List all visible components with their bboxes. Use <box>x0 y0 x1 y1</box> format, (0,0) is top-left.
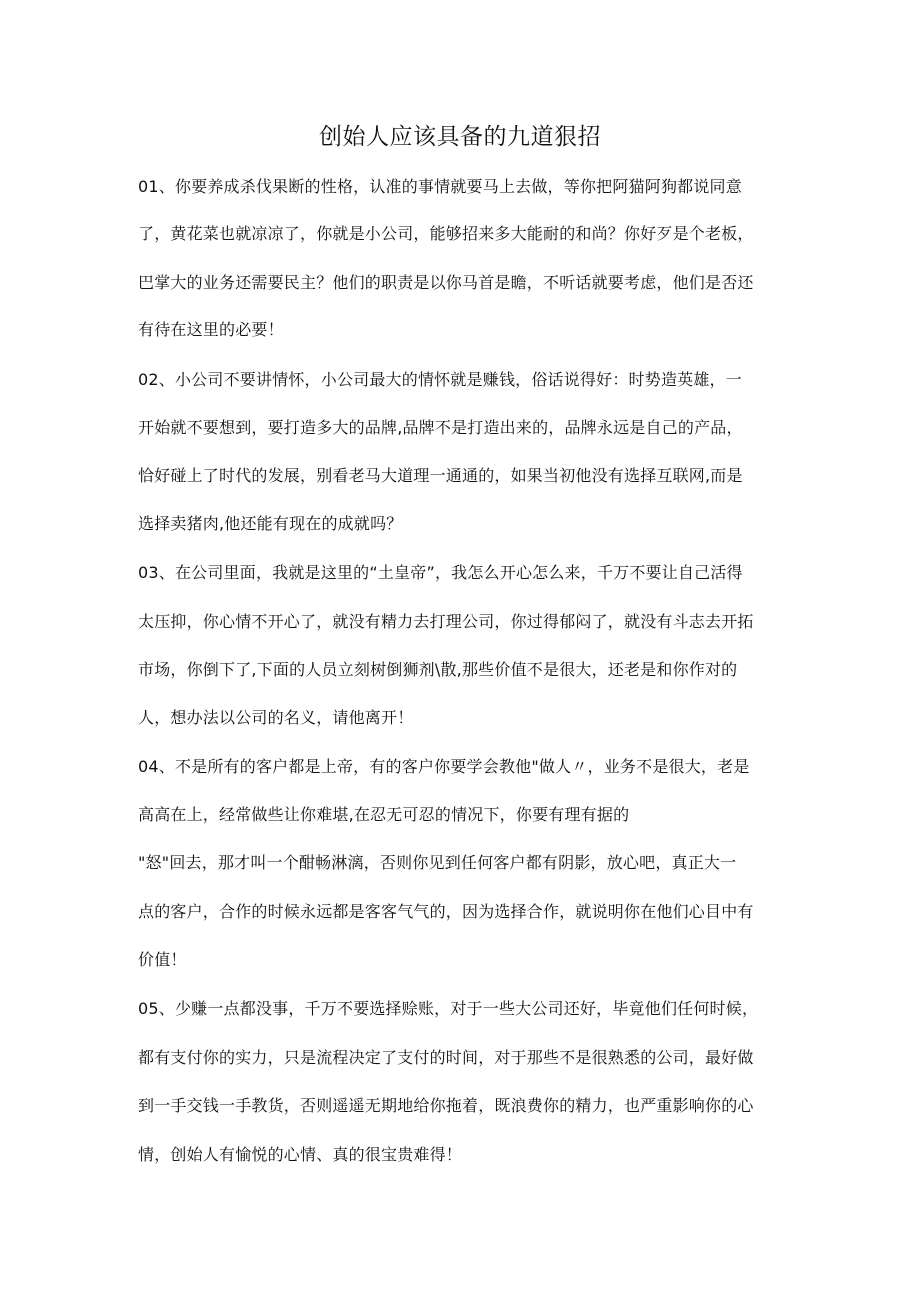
text-line: 情，创始人有愉悦的心情、真的很宝贵难得！ <box>138 1145 463 1164</box>
text-line: 有待在这里的必要！ <box>138 320 284 339</box>
text-line: 02、小公司不要讲情怀，小公司最大的情怀就是赚钱，俗话说得好：时势造英雄，一 <box>138 370 742 389</box>
text-line: 05、少赚一点都没事，千万不要选择赊账，对于一些大公司还好，毕竟他们任何时候， <box>138 999 759 1018</box>
text-line: 04、不是所有的客户都是上帝，有的客户你要学会教他"做人〃，业务不是很大，老是 <box>138 757 750 776</box>
document-title: 创始人应该具备的九道狠招 <box>319 124 601 150</box>
text-line: 03、在公司里面，我就是这里的“土皇帝”，我怎么开心怎么来，千万不要让自己活得 <box>138 563 743 582</box>
text-line: 太压抑，你心情不开心了，就没有精力去打理公司，你过得郁闷了，就没有斗志去开拓 <box>138 612 754 631</box>
text-line: 人，想办法以公司的名义，请他离开！ <box>138 708 414 727</box>
text-line: 开始就不要想到，要打造多大的品牌,品牌不是打造出来的，品牌永远是自己的产品， <box>138 418 743 437</box>
text-line: 高高在上，经常做些让你难堪,在忍无可忍的情况下，你要有理有据的 <box>138 805 630 824</box>
text-line: 恰好碰上了时代的发展，别看老马大道理一通通的，如果当初他没有选择互联网,而是 <box>138 466 743 485</box>
text-line: 巴掌大的业务还需要民主？他们的职责是以你马首是瞻，不听话就要考虑，他们是否还 <box>138 273 754 292</box>
text-line: 到一手交钱一手教货，否则遥遥无期地给你拖着，既浪费你的精力，也严重影响你的心 <box>138 1096 754 1115</box>
text-line: 选择卖猪肉,他还能有现在的成就吗？ <box>138 514 403 533</box>
text-line: 了，黄花菜也就凉凉了，你就是小公司，能够招来多大能耐的和尚？你好歹是个老板， <box>138 224 754 243</box>
text-line: 点的客户，合作的时候永远都是客客气气的，因为选择合作，就说明你在他们心目中有 <box>138 902 754 921</box>
text-line: 01、你要养成杀伐果断的性格，认准的事情就要马上去做，等你把阿猫阿狗都说同意 <box>138 177 742 196</box>
text-line: "怒"回去，那才叫一个酣畅淋漓，否则你见到任何客户都有阴影，放心吧，真正大一 <box>138 853 737 872</box>
text-line: 价值！ <box>138 950 187 969</box>
text-line: 市场，你倒下了,下面的人员立刻树倒狮剂\散,那些价值不是很大，还老是和你作对的 <box>138 660 738 679</box>
text-line: 都有支付你的实力，只是流程决定了支付的时间，对于那些不是很熟悉的公司，最好做 <box>138 1048 754 1067</box>
